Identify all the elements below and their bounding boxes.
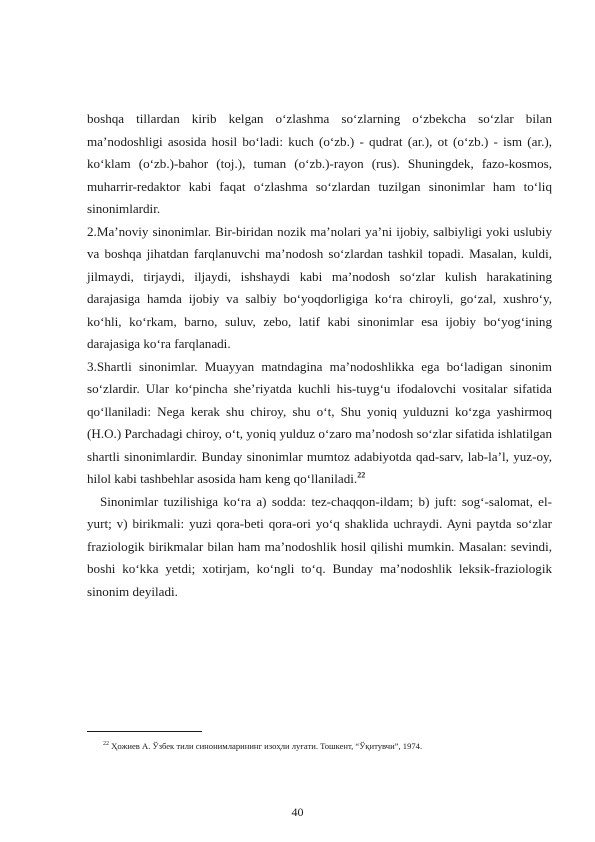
paragraph-2 <box>87 221 552 356</box>
paragraph-3-text: 3.Shartli sinonimlar. Muayyan matndagina ma’nodoshlikka ega bo‘ladigan sinonim so‘zlardir. Ular ko‘pincha she’riyatda kuchli his-tuyg‘u ifodalovchi vositalar sifatida qo‘llaniladi: Nega kerak shu chiroy, shu o‘t, Shu yoniq yulduzni ko‘zga yashirmoq (H.O.) Parchadagi chiroy, o‘t, yoniq yulduz o‘zaro ma’nodosh so‘zlar sifatida ishlatilgan shartli sinonimlardir. Bunday sinonimlar mumtoz adabiyotda qad-sarv, lab-la’l, yuz-oy, hilol kabi tashbehlar asosida ham keng qo‘llaniladi. <box>87 358 552 486</box>
footnote-separator <box>87 731 202 732</box>
footnote-reference: 22 <box>357 470 366 480</box>
page-number: 40 <box>291 805 304 819</box>
paragraph-3 <box>87 356 552 491</box>
footnote-number: 22 <box>103 741 109 748</box>
paragraph-1-text: boshqa tillardan kirib kelgan o‘zlashma so‘zlarning o‘zbekcha so‘zlar bilan ma’nodoshligi asosida hosil bo‘ladi: kuch (o‘zb.) - qudrat (ar.), ot (o‘zb.) - ism (ar.), ko‘klam (o‘zb.)-bahor (toj.), tuman (o‘zb.)-rayon (rus). Shuningdek, fazo-kosmos, muharrir-redaktor kabi faqat o‘zlashma so‘zlardan tuzilgan sinonimlar ham to‘liq sinonimlardir. <box>87 111 552 216</box>
paragraph-2-text: 2.Ma’noviy sinonimlar. Bir-biridan nozik ma’nolari ya’ni ijobiy, salbiyligi yoki uslubiy va boshqa jihatdan farqlanuvchi ma’nodosh so‘zlardan tashkil topadi. Masalan, kuldi, jilmaydi, tirjaydi, iljaydi, ishshaydi kabi ma’nodosh so‘zlar kulish harakatining darajasiga hamda ijobiy va salbiy bo‘yoqdorligiga ko‘ra chiroyli, go‘zal, xushro‘y, ko‘hli, ko‘rkam, barno, suluv, zebo, latif kabi sinonimlar esa ijobiy bo‘yog‘ining darajasiga ko‘ra farqlanadi. <box>87 223 552 351</box>
paragraph-1 <box>87 108 552 221</box>
footnote-text: Ҳожиев А. Ўзбек тили синонимларининг изоҳли луғати. Тошкент, “Ўқитувчи”, 1974. <box>111 741 423 751</box>
paragraph-4-text: Sinonimlar tuzilishiga ko‘ra a) sodda: tez-chaqqon-ildam; b) juft: sog‘-salomat, el-yurt; v) birikmali: yuzi qora-beti qora-ori yo‘q shaklida uchraydi. Ayni paytda so‘zlar fraziologik birikmalar bilan ham ma’nodoshlik hosil qilishi mumkin. Masalan: sevindi, boshi ko‘kka yetdi; xotirjam, ko‘ngli to‘q. Bunday ma’nodoshlik leksik-fraziologik sinonim deyiladi. <box>87 493 552 599</box>
main-text <box>87 108 552 603</box>
footnote <box>103 740 543 752</box>
paragraph-4 <box>87 491 552 604</box>
